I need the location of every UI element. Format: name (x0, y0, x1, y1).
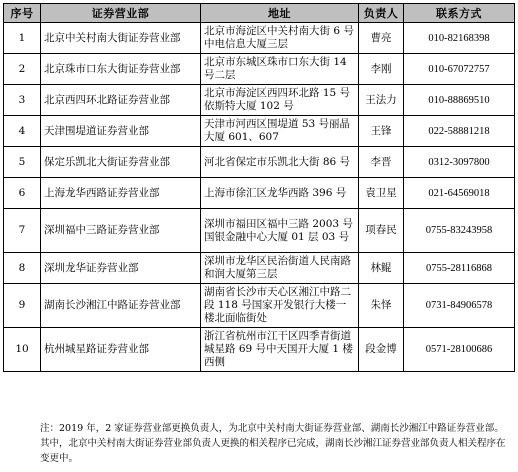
table-row (4, 116, 515, 147)
branch-manager: 朱怿 (359, 284, 404, 328)
branch-address: 湖南省长沙市天心区湘江中路二段 118 号国家开发银行大楼一楼北面临街处 (201, 284, 359, 328)
branch-manager: 袁卫星 (359, 178, 404, 209)
branch-manager: 王法力 (359, 85, 404, 116)
branch-phone: 0312-3097800 (404, 147, 515, 178)
table-row (4, 178, 515, 209)
table-row (4, 328, 515, 372)
table-row (4, 284, 515, 328)
branch-manager: 王锋 (359, 116, 404, 147)
branch-address: 北京市海淀区中关村南大街 6 号中电信息大厦三层 (201, 23, 359, 54)
branch-phone: 0755-28116868 (404, 253, 515, 284)
row-number: 1 (4, 23, 41, 54)
row-number: 5 (4, 147, 41, 178)
branch-address: 天津市河西区围堤道 53 号丽晶大厦 601、607 (201, 116, 359, 147)
branch-name: 深圳龙华证券营业部 (41, 253, 201, 284)
branch-address: 北京市海淀区西四环北路 15 号依斯特大厦 102 号 (201, 85, 359, 116)
branch-manager: 李晋 (359, 147, 404, 178)
branch-address: 深圳市福田区福中三路 2003 号国银金融中心大厦 01 层 03 号 (201, 209, 359, 253)
branch-phone: 0571-28100686 (404, 328, 515, 372)
table-row (4, 253, 515, 284)
header-row (4, 4, 515, 23)
table-row (4, 54, 515, 85)
branch-phone: 022-58881218 (404, 116, 515, 147)
row-number: 4 (4, 116, 41, 147)
branch-address: 深圳市龙华区民治街道人民南路和润大厦第三层 (201, 253, 359, 284)
branch-name: 北京珠市口东大街证券营业部 (41, 54, 201, 85)
header-no: 序号 (4, 4, 41, 23)
row-number: 2 (4, 54, 41, 85)
row-number: 3 (4, 85, 41, 116)
branch-manager: 项春民 (359, 209, 404, 253)
branch-manager: 林鲲 (359, 253, 404, 284)
row-number: 10 (4, 328, 41, 372)
branch-name: 北京西四环北路证券营业部 (41, 85, 201, 116)
header-person: 负责人 (359, 4, 404, 23)
header-branch: 证券营业部 (41, 4, 201, 23)
branch-address: 上海市徐汇区龙华西路 396 号 (201, 178, 359, 209)
branch-phone: 021-64569018 (404, 178, 515, 209)
header-contact: 联系方式 (404, 4, 515, 23)
row-number: 7 (4, 209, 41, 253)
branch-name: 保定乐凯北大街证券营业部 (41, 147, 201, 178)
branch-manager: 李刚 (359, 54, 404, 85)
branch-name: 天津围堤道证券营业部 (41, 116, 201, 147)
branch-phone: 0755-83243958 (404, 209, 515, 253)
table-row (4, 209, 515, 253)
branch-address: 北京市东城区珠市口东大街 14 号二层 (201, 54, 359, 85)
branch-name: 北京中关村南大街证券营业部 (41, 23, 201, 54)
branch-phone: 010-82168398 (404, 23, 515, 54)
branch-name: 杭州城星路证券营业部 (41, 328, 201, 372)
branch-name: 湖南长沙湘江中路证券营业部 (41, 284, 201, 328)
header-address: 地址 (201, 4, 359, 23)
row-number: 8 (4, 253, 41, 284)
footnote: 注：2019 年，2 家证券营业部更换负责人，为北京中关村南大街证券营业部、湖南长沙湘江中路证券营业部。其中，北京中关村南大街证券营业部负责人更换的相关程序已完成，湖南长沙湘江证券营业部负责人相关程序在变更中。 (40, 423, 506, 464)
row-number: 6 (4, 178, 41, 209)
branch-phone: 0731-84906578 (404, 284, 515, 328)
branch-phone: 010-88869510 (404, 85, 515, 116)
table-row (4, 147, 515, 178)
branch-table (3, 3, 515, 372)
row-number: 9 (4, 284, 41, 328)
branch-manager: 曹亮 (359, 23, 404, 54)
branch-manager: 段金博 (359, 328, 404, 372)
branch-address: 浙江省杭州市江干区四季青街道城星路 69 号中天国开大厦 1 楼西侧 (201, 328, 359, 372)
branch-name: 上海龙华西路证券营业部 (41, 178, 201, 209)
branch-name: 深圳福中三路证券营业部 (41, 209, 201, 253)
table-row (4, 23, 515, 54)
branch-address: 河北省保定市乐凯北大街 86 号 (201, 147, 359, 178)
branch-phone: 010-67072757 (404, 54, 515, 85)
table-row (4, 85, 515, 116)
